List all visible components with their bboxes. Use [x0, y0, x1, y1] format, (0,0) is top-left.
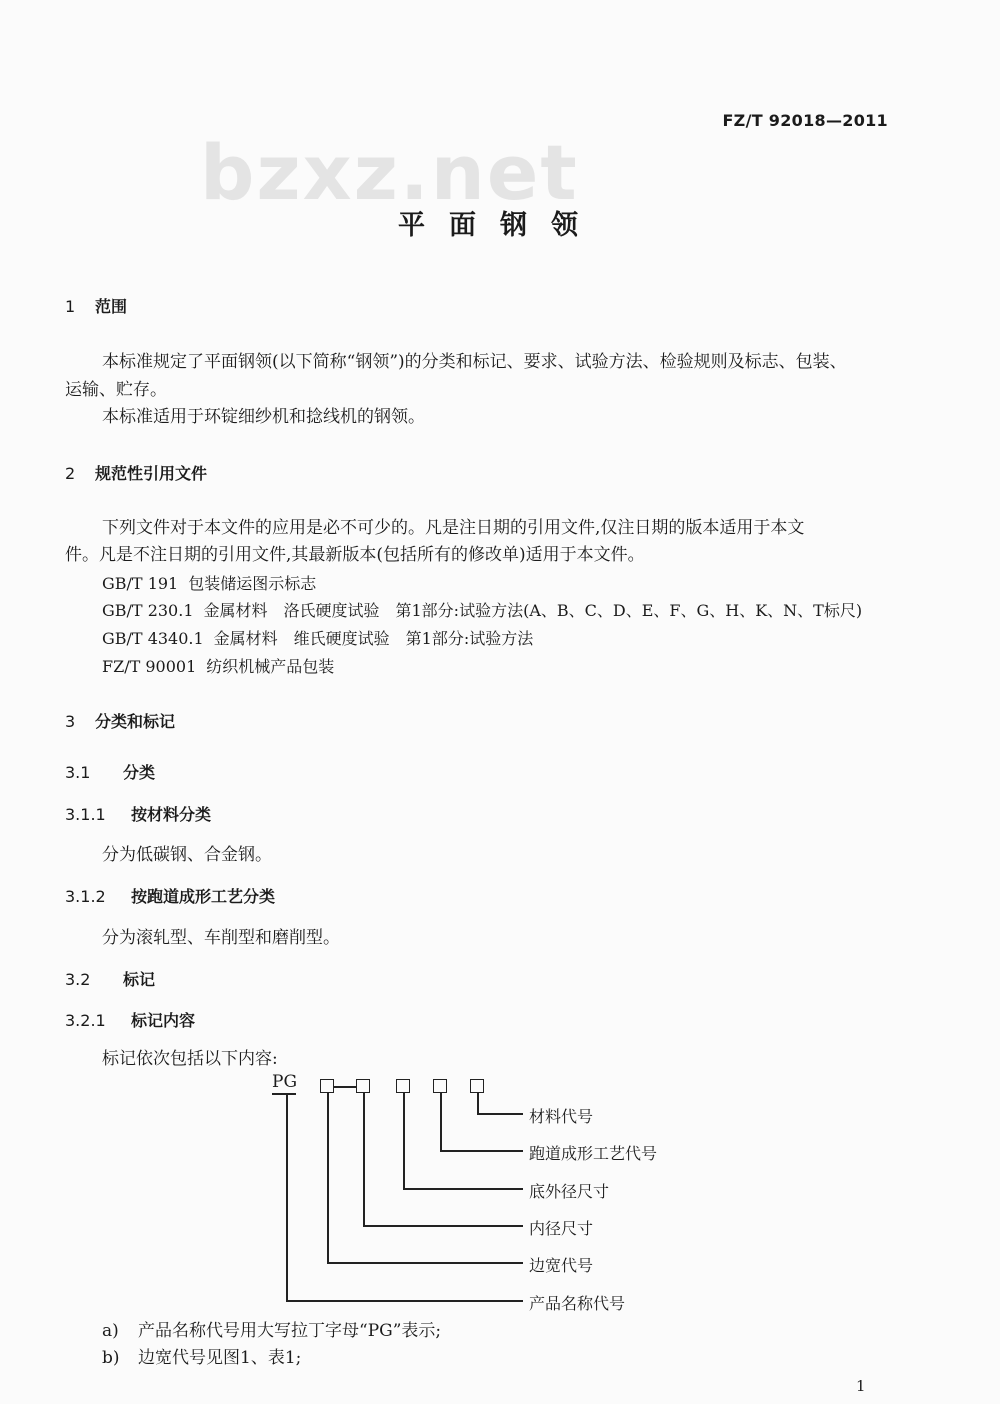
section-number: 3.1 [65, 763, 91, 782]
section-title: 范围 [95, 297, 128, 316]
diagram-prefix: PG [272, 1072, 298, 1092]
leader-line [286, 1300, 523, 1302]
reference-item [102, 626, 533, 649]
leader-line [363, 1225, 523, 1227]
section-3-1-1-heading [65, 802, 211, 825]
reference-item [102, 571, 316, 594]
code-box [320, 1079, 334, 1093]
section-2-heading [65, 461, 207, 484]
section-number: 2 [65, 464, 76, 483]
diagram-label: 产品名称代号 [529, 1294, 626, 1313]
section-3-2-heading [65, 967, 155, 990]
leader-line [440, 1150, 523, 1152]
leader-line [403, 1188, 523, 1190]
paragraph: 分为低碳钢、合金钢。 [102, 845, 272, 865]
leader-line [286, 1093, 288, 1301]
reference-title: 包装储运图示标志 [188, 574, 317, 593]
section-number: 3 [65, 712, 76, 731]
dash [334, 1086, 356, 1088]
paragraph: 分为滚轧型、车削型和磨削型。 [102, 928, 340, 948]
diagram-label: 材料代号 [529, 1107, 594, 1126]
reference-title: 纺织机械产品包装 [206, 657, 335, 676]
reference-code: GB/T 4340.1 [102, 629, 204, 648]
leader-line [403, 1093, 405, 1189]
standard-code: FZ/T 92018—2011 [722, 111, 888, 130]
leader-line [327, 1093, 329, 1263]
section-number: 3.2.1 [65, 1011, 106, 1030]
list-item [102, 1318, 441, 1344]
code-box [470, 1079, 484, 1093]
paragraph: 标记依次包括以下内容: [102, 1049, 278, 1069]
section-1-heading [65, 294, 127, 317]
section-title: 规范性引用文件 [95, 464, 208, 483]
section-title: 按跑道成形工艺分类 [131, 887, 276, 906]
leader-line [477, 1093, 479, 1114]
paragraph: 件。凡是不注日期的引用文件,其最新版本(包括所有的修改单)适用于本文件。 [65, 545, 645, 565]
section-title: 分类 [123, 763, 156, 782]
reference-item [102, 654, 334, 677]
reference-code: GB/T 191 [102, 574, 179, 593]
list-item [102, 1345, 301, 1371]
section-3-1-2-heading [65, 884, 275, 907]
leader-line [440, 1093, 442, 1151]
list-marker: a) [102, 1321, 119, 1341]
diagram-label: 跑道成形工艺代号 [529, 1144, 658, 1163]
paragraph: 下列文件对于本文件的应用是必不可少的。凡是注日期的引用文件,仅注日期的版本适用于本文 [102, 518, 805, 538]
section-number: 3.2 [65, 970, 91, 989]
code-box [433, 1079, 447, 1093]
paragraph: 运输、贮存。 [65, 380, 167, 400]
document-title: 平面钢领 [398, 210, 602, 241]
list-marker: b) [102, 1348, 120, 1368]
section-number: 1 [65, 297, 76, 316]
section-3-heading [65, 709, 175, 732]
leader-line [327, 1262, 523, 1264]
section-title: 分类和标记 [95, 712, 176, 731]
reference-code: GB/T 230.1 [102, 601, 194, 620]
watermark: bzxz.net [200, 128, 579, 217]
section-title: 标记 [123, 970, 156, 989]
code-box [396, 1079, 410, 1093]
paragraph: 本标准规定了平面钢领(以下简称“钢领”)的分类和标记、要求、试验方法、检验规则及标志、包装、 [102, 352, 847, 372]
reference-title: 金属材料 洛氏硬度试验 第1部分:试验方法(A、B、C、D、E、F、G、H、K、N、T标尺) [203, 601, 863, 620]
section-3-2-1-heading [65, 1008, 195, 1031]
section-number: 3.1.1 [65, 805, 106, 824]
code-box [356, 1079, 370, 1093]
section-title: 标记内容 [131, 1011, 196, 1030]
diagram-label: 边宽代号 [529, 1256, 594, 1275]
leader-line [363, 1093, 365, 1226]
page-number: 1 [856, 1377, 866, 1395]
paragraph: 本标准适用于环锭细纱机和捻线机的钢领。 [102, 407, 425, 427]
section-number: 3.1.2 [65, 887, 106, 906]
diagram-label: 底外径尺寸 [529, 1182, 610, 1201]
section-3-1-heading [65, 760, 155, 783]
section-title: 按材料分类 [131, 805, 212, 824]
list-text: 边宽代号见图1、表1; [138, 1348, 302, 1368]
list-text: 产品名称代号用大写拉丁字母“PG”表示; [138, 1321, 442, 1341]
reference-item [102, 598, 862, 621]
prefix-underline [272, 1093, 296, 1095]
reference-title: 金属材料 维氏硬度试验 第1部分:试验方法 [213, 629, 534, 648]
leader-line [477, 1113, 523, 1115]
diagram-label: 内径尺寸 [529, 1219, 594, 1238]
reference-code: FZ/T 90001 [102, 657, 197, 676]
